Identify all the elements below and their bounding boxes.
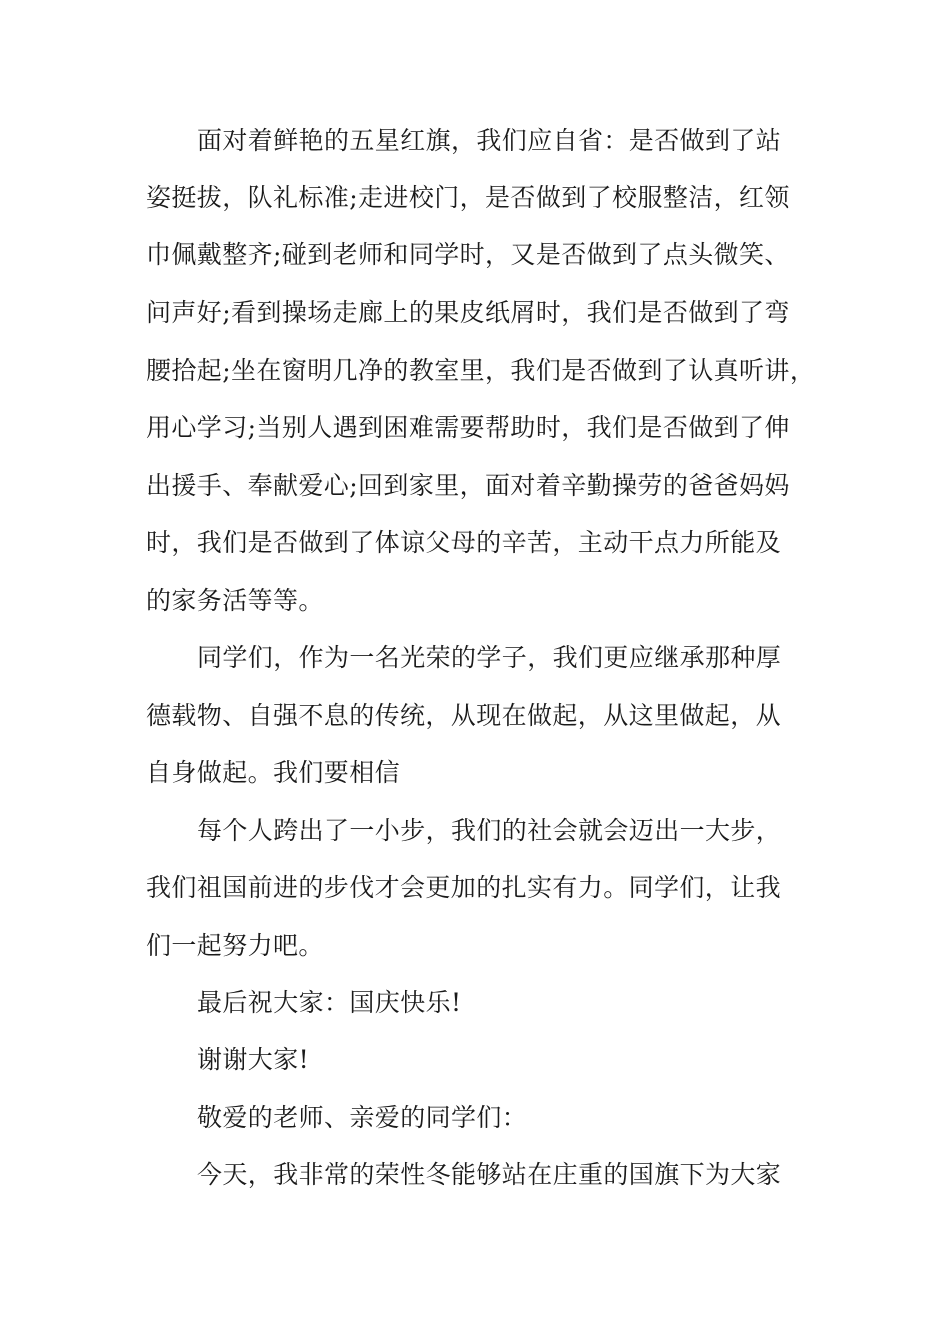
text-line: 们一起努力吧。 [146,931,324,960]
text-line: 问声好;看到操场走廊上的果皮纸屑时，我们是否做到了弯 [146,298,790,327]
text-line: 今天，我非常的荣性冬能够站在庄重的国旗下为大家 [197,1160,782,1189]
text-line: 用心学习;当别人遇到困难需要帮助时，我们是否做到了伸 [146,413,790,442]
text-line: 出援手、奉献爱心;回到家里，面对着辛勤操劳的爸爸妈妈 [146,471,790,500]
text-line: 德载物、自强不息的传统，从现在做起，从这里做起，从 [146,701,782,730]
text-line: 同学们，作为一名光荣的学子，我们更应继承那种厚 [197,643,782,672]
text-line: 腰拾起;坐在窗明几净的教室里，我们是否做到了认真听讲， [146,356,816,385]
text-line: 巾佩戴整齐;碰到老师和同学时，又是否做到了点头微笑、 [146,240,790,269]
text-line: 姿挺拔，队礼标准;走进校门，是否做到了校服整洁，红领 [146,183,790,212]
text-line: 时，我们是否做到了体谅父母的辛苦，主动干点力所能及 [146,528,782,557]
text-line: 敬爱的老师、亲爱的同学们： [197,1103,528,1132]
text-line: 每个人跨出了一小步，我们的社会就会迈出一大步， [197,816,782,845]
text-line: 的家务活等等。 [146,586,324,615]
text-line: 谢谢大家! [197,1045,310,1074]
text-line: 面对着鲜艳的五星红旗，我们应自省：是否做到了站 [197,126,782,155]
text-line: 自身做起。我们要相信 [146,758,401,787]
text-line: 最后祝大家：国庆快乐! [197,988,462,1017]
text-line: 我们祖国前进的步伐才会更加的扎实有力。同学们，让我 [146,873,782,902]
